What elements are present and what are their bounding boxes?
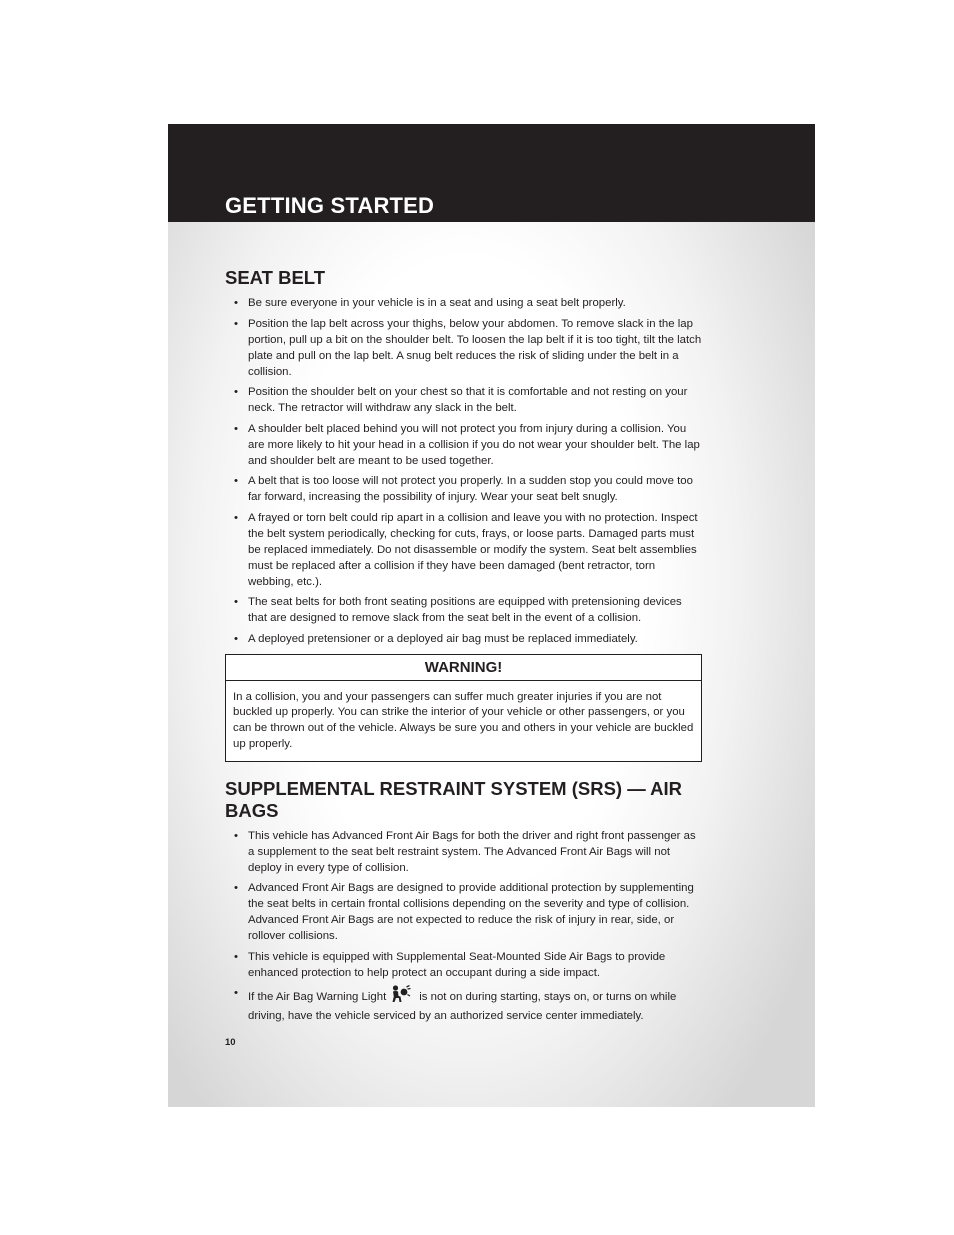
seat-belt-list: [225, 295, 703, 647]
list-item: • Be sure everyone in your vehicle is in a seat and using a seat belt properly.: [225, 295, 703, 311]
list-item: [225, 985, 703, 1024]
warning-box: [225, 654, 702, 762]
section-title: GETTING STARTED: [225, 193, 435, 218]
list-item: • A belt that is too loose will not protect you properly. In a sudden stop you could move too far forward, increasing the possibility of injury. Wear your seat belt snugly.: [225, 473, 703, 505]
page-number: 10: [225, 1037, 236, 1048]
manual-page: [168, 124, 815, 1107]
list-item: • This vehicle is equipped with Supplemental Seat-Mounted Side Air Bags to provide enhanced protection to help protect an occupant during a side impact.: [225, 949, 703, 981]
list-item: • Position the shoulder belt on your chest so that it is comfortable and not resting on your neck. The retractor will withdraw any slack in the belt.: [225, 384, 703, 416]
list-item-text-after-icon: is not on during starting, stays on, or turns on while driving, have the vehicle serviced by an authorized service center immediately.: [248, 991, 677, 1023]
warning-title: WARNING!: [226, 655, 701, 681]
warning-text: In a collision, you and your passengers can suffer much greater injuries if you are not buckled up properly. You can strike the interior of your vehicle or other passengers, or you can be thrown out of the vehicle. Always be sure you and others in your vehicle are buckled up properly.: [233, 690, 694, 750]
list-item: • Advanced Front Air Bags are designed to provide additional protection by supplementing the seat belts in certain frontal collisions depending on the severity and type of collision. Advanced Front Air Bags are not expected to reduce the risk of injury in rear, side, or rollover collisions.: [225, 880, 703, 944]
list-item: • A frayed or torn belt could rip apart in a collision and leave you with no protection. Inspect the belt system periodically, checking for cuts, frays, or loose parts. Damaged parts must be replaced immediately. Do not disassemble or modify the system. Seat belt assemblies must be replaced after a collision if they have been damaged (bent retractor, torn webbing, etc.).: [225, 510, 703, 590]
list-item: • A deployed pretensioner or a deployed air bag must be replaced immediately.: [225, 631, 703, 647]
page-content: [225, 267, 703, 1029]
list-item: • This vehicle has Advanced Front Air Bags for both the driver and right front passenger as a supplement to the seat belt restraint system. The Advanced Front Air Bags will not deploy in every type of collision.: [225, 828, 703, 876]
list-item: • Position the lap belt across your thighs, below your abdomen. To remove slack in the lap portion, pull up a bit on the shoulder belt. To loosen the lap belt if it is too tight, tilt the latch plate and pull on the lap belt. A snug belt reduces the risk of sliding under the belt in a collision.: [225, 316, 703, 380]
list-item-text-before-icon: If the Air Bag Warning Light: [248, 991, 387, 1004]
srs-heading: SUPPLEMENTAL RESTRAINT SYSTEM (SRS) — AIR BAGS: [225, 777, 683, 821]
airbag-warning-light-icon: [391, 985, 411, 1008]
srs-list: [225, 828, 703, 1025]
list-item: • The seat belts for both front seating positions are equipped with pretensioning devices that are designed to remove slack from the seat belt in the event of a collision.: [225, 594, 703, 626]
list-item: • A shoulder belt placed behind you will not protect you from injury during a collision. You are more likely to hit your head in a collision if you do not wear your shoulder belt. The lap and shoulder belt are meant to be used together.: [225, 421, 703, 469]
header-band: [168, 124, 815, 222]
seat-belt-heading: SEAT BELT: [225, 267, 326, 288]
